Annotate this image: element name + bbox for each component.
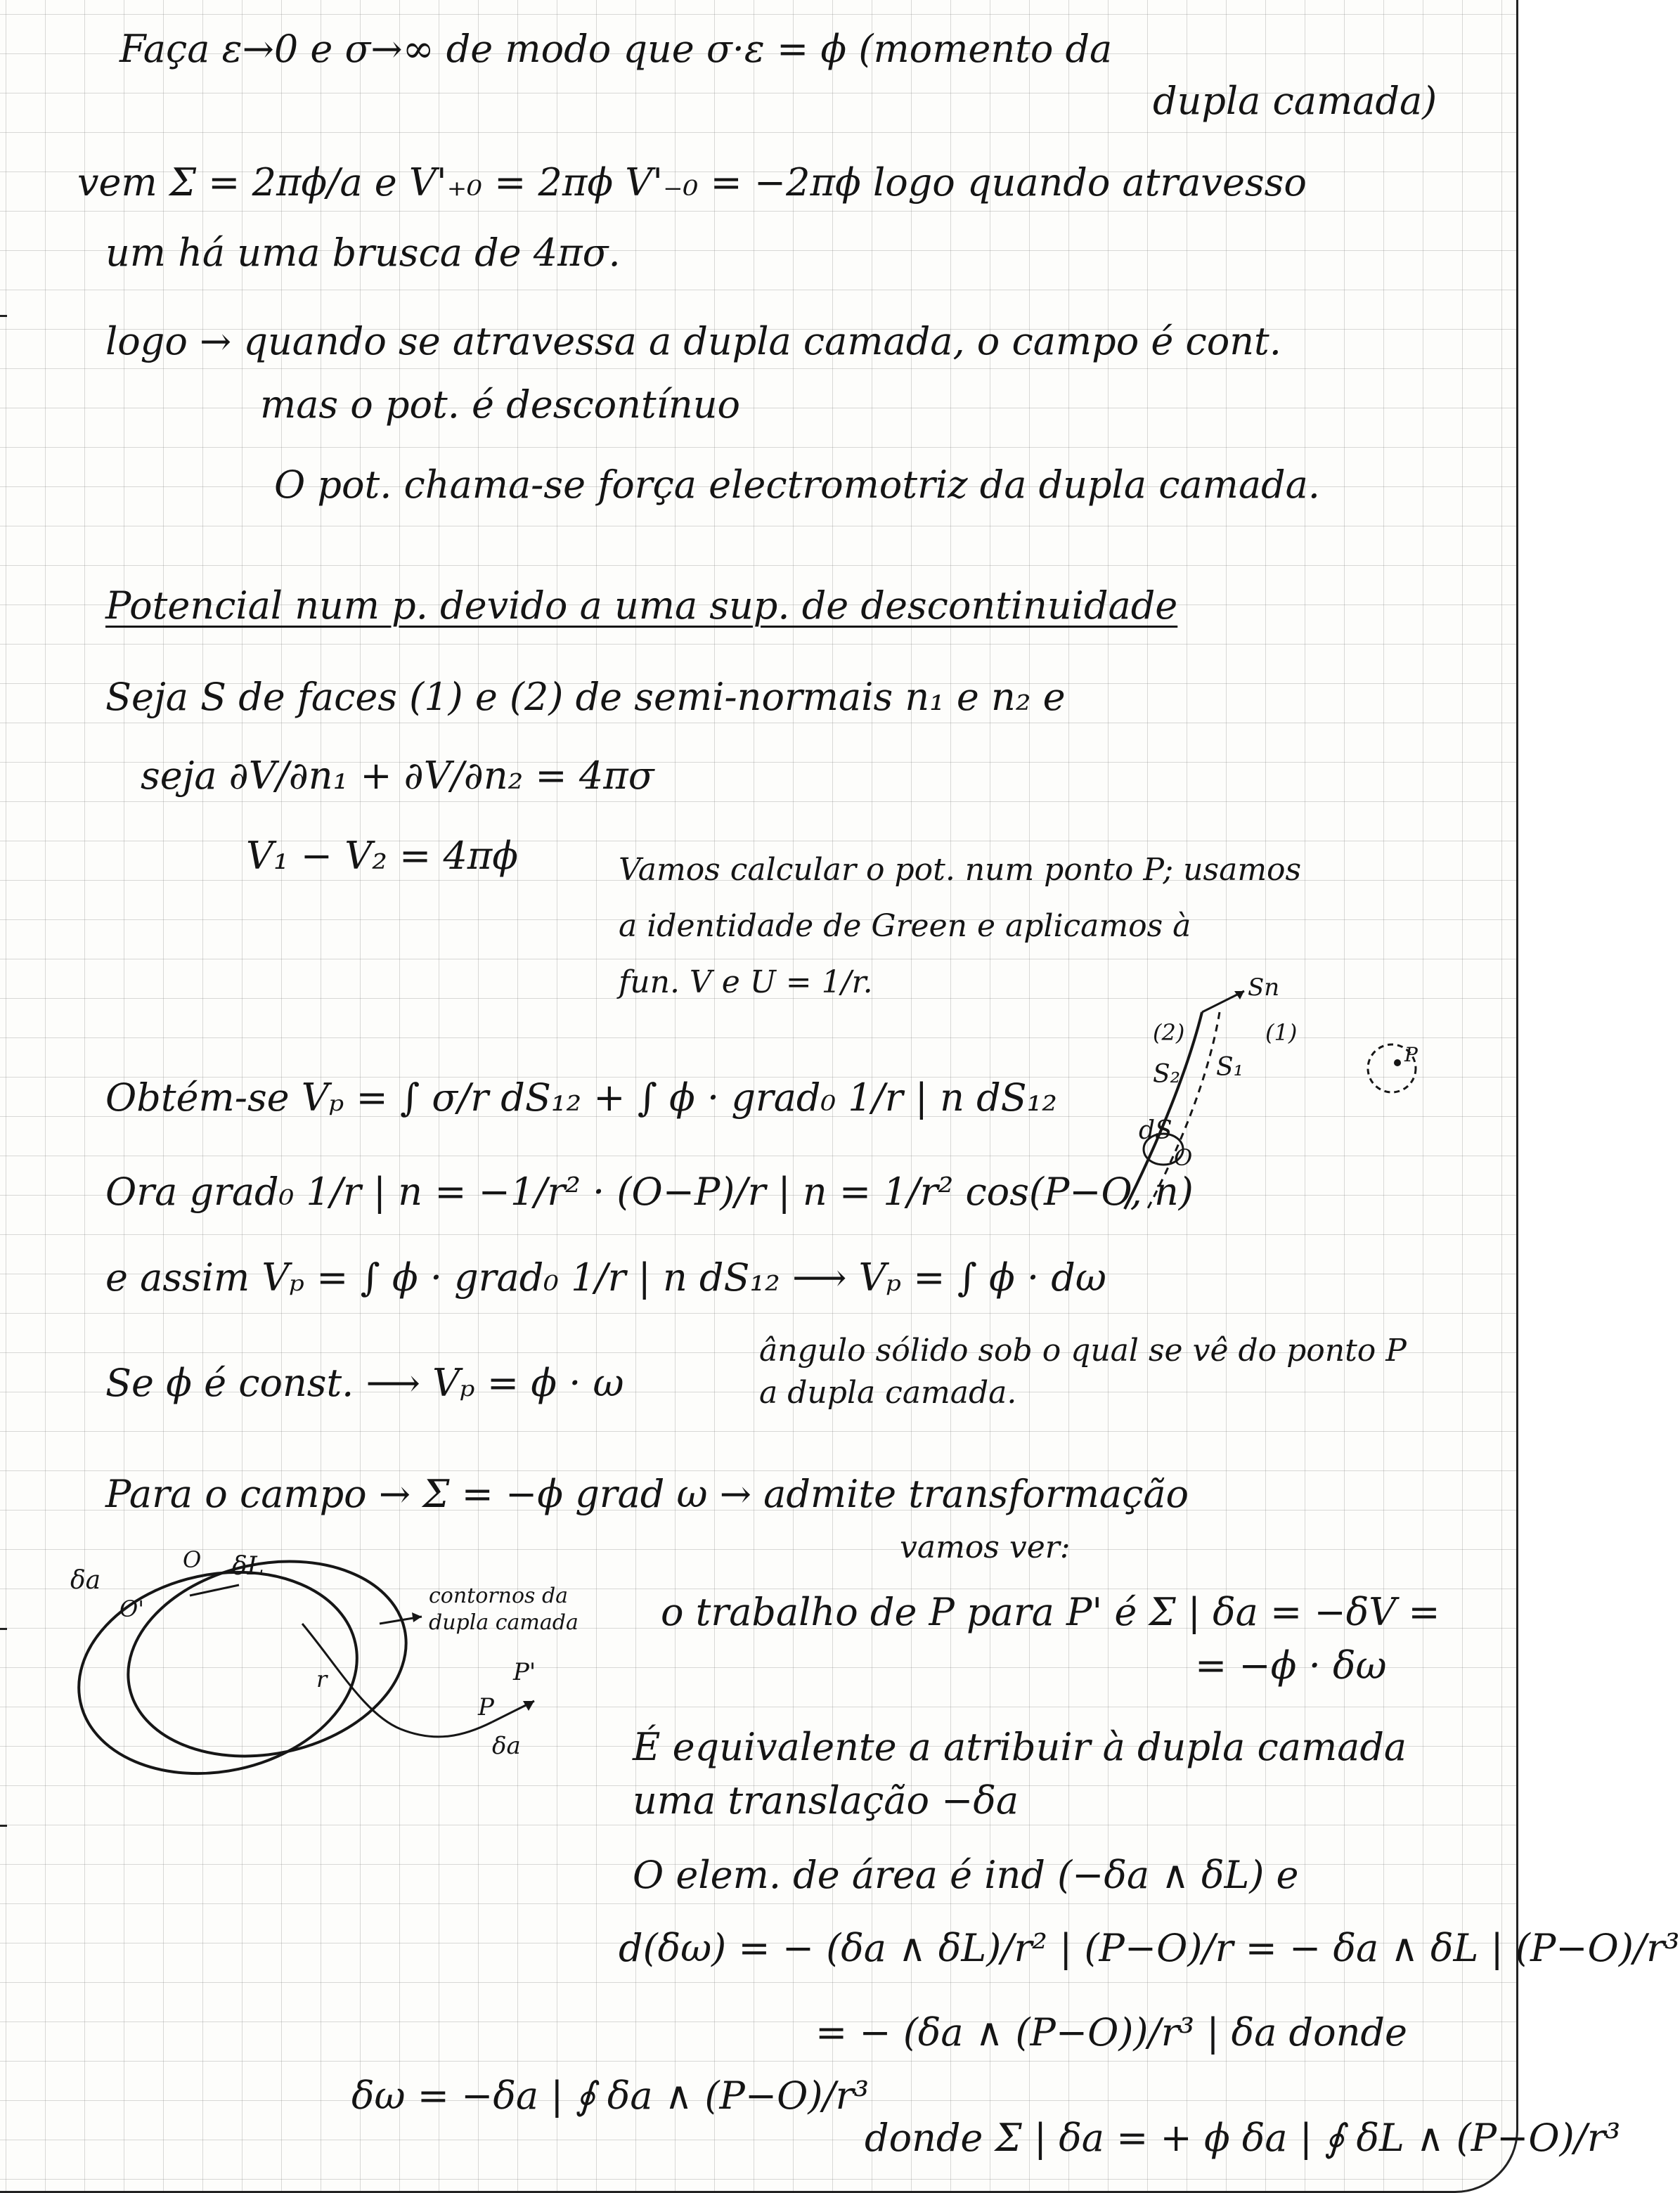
label-p: P — [1404, 1043, 1418, 1066]
arrow-head-icon — [412, 1612, 422, 1622]
contour-ellipse-1 — [60, 1547, 375, 1798]
text-line: Vamos calcular o pot. num ponto P; usamos — [619, 852, 1302, 888]
point-dot — [1394, 1059, 1401, 1066]
label-face-2: (2) — [1153, 1019, 1185, 1046]
text-line: O elem. de área é ind (−δa ∧ δL) e — [633, 1853, 1299, 1897]
delta-L-segment — [190, 1585, 239, 1596]
label-o: O — [183, 1546, 202, 1573]
label-r: r — [316, 1666, 328, 1693]
text-line: fun. V e U = 1/r. — [619, 964, 873, 1000]
margin-tick — [0, 1628, 7, 1630]
margin-tick — [0, 315, 7, 317]
text-line: um há uma brusca de 4πσ. — [105, 231, 621, 275]
text-line: uma translação −δa — [633, 1778, 1019, 1823]
surface-element-diagram — [1097, 970, 1490, 1237]
label-o: O — [1174, 1144, 1193, 1171]
text-line: Seja S de faces (1) e (2) de semi-normais n₁ e n₂ e — [105, 675, 1066, 719]
text-line: a identidade de Green e aplicamos à — [619, 908, 1191, 944]
text-line: Faça ε→0 e σ→∞ de modo que σ·ε = ϕ (momento da — [119, 27, 1113, 71]
label-o-prime: O' — [119, 1596, 145, 1622]
label-p: P — [478, 1693, 494, 1721]
text-line: vamos ver: — [900, 1529, 1071, 1565]
text-line: seja ∂V/∂n₁ + ∂V/∂n₂ = 4πσ — [141, 753, 654, 798]
text-line: Ora grad₀ 1/r | n = −1/r² · (O−P)/r | n = 1/r² cos(P−O, n) — [105, 1170, 1194, 1214]
label-contour-2: dupla camada — [429, 1610, 579, 1635]
label-s1: S₁ — [1216, 1053, 1244, 1082]
double-layer-contour-diagram — [70, 1511, 619, 1806]
text-line: logo → quando se atravessa a dupla camada, o campo é cont. — [105, 319, 1281, 363]
label-ds: dS — [1139, 1116, 1172, 1145]
text-line: vem Σ = 2πϕ/a e V'₊₀ = 2πϕ V'₋₀ = −2πϕ logo quando atravesso — [77, 160, 1307, 205]
label-delta-a: δa — [70, 1566, 101, 1595]
text-line: δω = −δa | ∮ δa ∧ (P−O)/r³ — [351, 2074, 870, 2118]
text-line: = − (δa ∧ (P−O))/r³ | δa donde — [815, 2010, 1407, 2055]
text-line: mas o pot. é descontínuo — [260, 382, 740, 427]
label-face-1: (1) — [1265, 1019, 1298, 1046]
label-p-prime: P' — [513, 1658, 536, 1686]
text-line: dupla camada) — [1153, 79, 1437, 123]
label-s2: S₂ — [1153, 1060, 1181, 1089]
text-line: ângulo sólido sob o qual se vê do ponto P — [759, 1333, 1407, 1369]
margin-tick — [0, 1825, 7, 1827]
text-line: a dupla camada. — [759, 1375, 1017, 1411]
text-line: Obtém-se Vₚ = ∫ σ/r dS₁₂ + ∫ ϕ · grad₀ 1/r | n dS₁₂ — [105, 1075, 1057, 1120]
text-line: O pot. chama-se força electromotriz da dupla camada. — [274, 462, 1320, 507]
text-line: d(δω) = − (δa ∧ δL)/r² | (P−O)/r = − δa ∧ δL | (P−O)/r³ — [619, 1926, 1680, 1970]
text-line: o trabalho de P para P' é Σ | δa = −δV = — [661, 1590, 1440, 1634]
label-sn: Sn — [1248, 973, 1280, 1002]
label-delta-l: δL — [232, 1552, 264, 1581]
text-line: e assim Vₚ = ∫ ϕ · grad₀ 1/r | n dS₁₂ ⟶ Vₚ = ∫ ϕ · dω — [105, 1255, 1106, 1300]
label-delta-a-2: δa — [492, 1732, 521, 1760]
section-heading: Potencial num p. devido a uma sup. de descontinuidade — [105, 583, 1178, 628]
text-line: donde Σ | δa = + ϕ δa | ∮ δL ∧ (P−O)/r³ — [865, 2116, 1621, 2160]
text-line: Para o campo → Σ = −ϕ grad ω → admite transformação — [105, 1472, 1189, 1516]
text-line: = −ϕ · δω — [1195, 1643, 1387, 1688]
label-contour-1: contornos da — [429, 1584, 569, 1608]
text-line: Se ϕ é const. ⟶ Vₚ = ϕ · ω — [105, 1361, 624, 1405]
text-line: V₁ − V₂ = 4πϕ — [246, 834, 519, 878]
text-line: É equivalente a atribuir à dupla camada — [633, 1725, 1407, 1769]
